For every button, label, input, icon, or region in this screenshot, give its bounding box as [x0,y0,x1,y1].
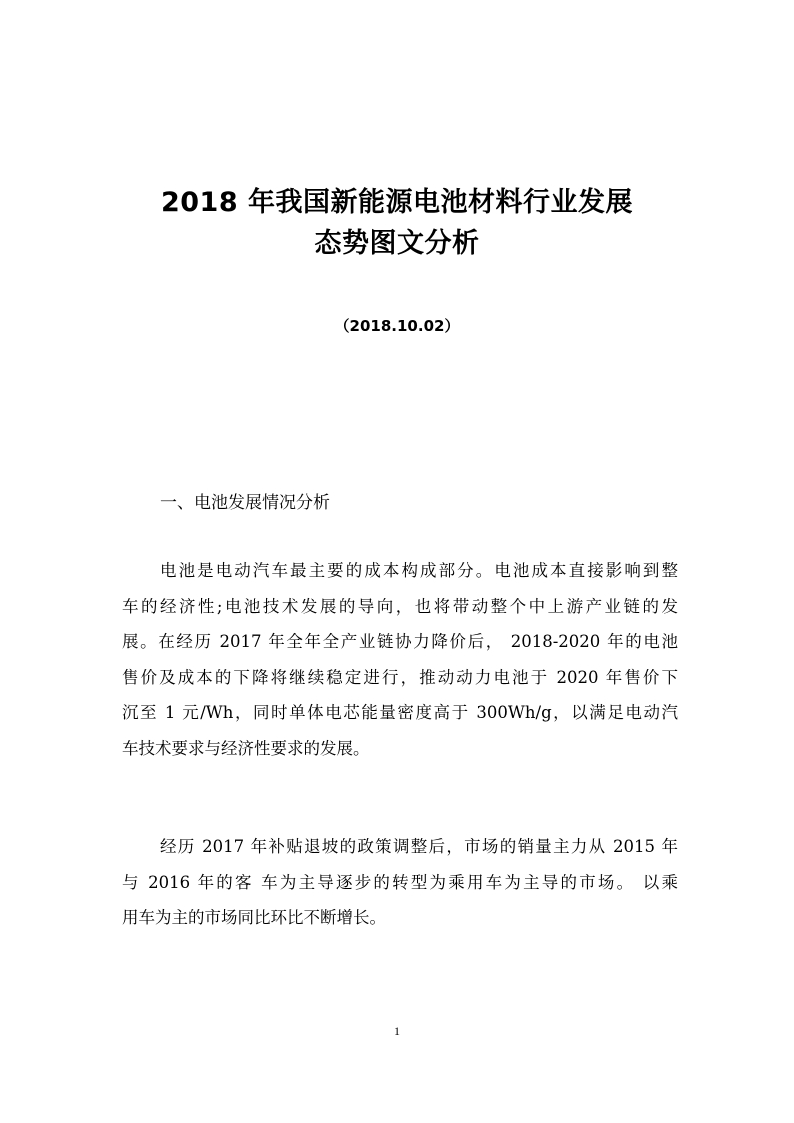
paragraph-line: 展。在经历 2017 年全年全产业链协力降价后， 2018-2020 年的电池 [122,632,678,651]
section-heading: 一、电池发展情况分析 [160,493,330,513]
paragraph-line: 电池是电动汽车最主要的成本构成部分。电池成本直接影响到整 [160,561,678,580]
paragraph-line: 沉至 1 元/Wh，同时单体电芯能量密度高于 300Wh/g，以满足电动汽 [122,703,678,722]
document-title-line-1: 2018 年我国新能源电池材料行业发展 [160,187,634,218]
paragraph-line: 车技术要求与经济性要求的发展。 [122,738,370,758]
paragraph-line: 用车为主的市场同比环比不断增长。 [122,908,386,927]
paragraph-1 [122,553,678,766]
paragraph-line: 车的经济性;电池技术发展的导向，也将带动整个中上游产业链的发 [122,596,678,616]
paragraph-line: 售价及成本的下降将继续稳定进行，推动动力电池于 2020 年售价下 [122,667,678,687]
paragraph-line: 与 2016 年的客 车为主导逐步的转型为乘用车为主导的市场。 以乘 [122,872,678,892]
document-date: （2018.10.02） [334,317,460,335]
paragraph-line: 经历 2017 年补贴退坡的政策调整后，市场的销量主力从 2015 年 [160,837,678,856]
document-title-line-2: 态势图文分析 [314,228,480,259]
page-number: 1 [394,1024,400,1038]
paragraph-2 [122,829,678,936]
